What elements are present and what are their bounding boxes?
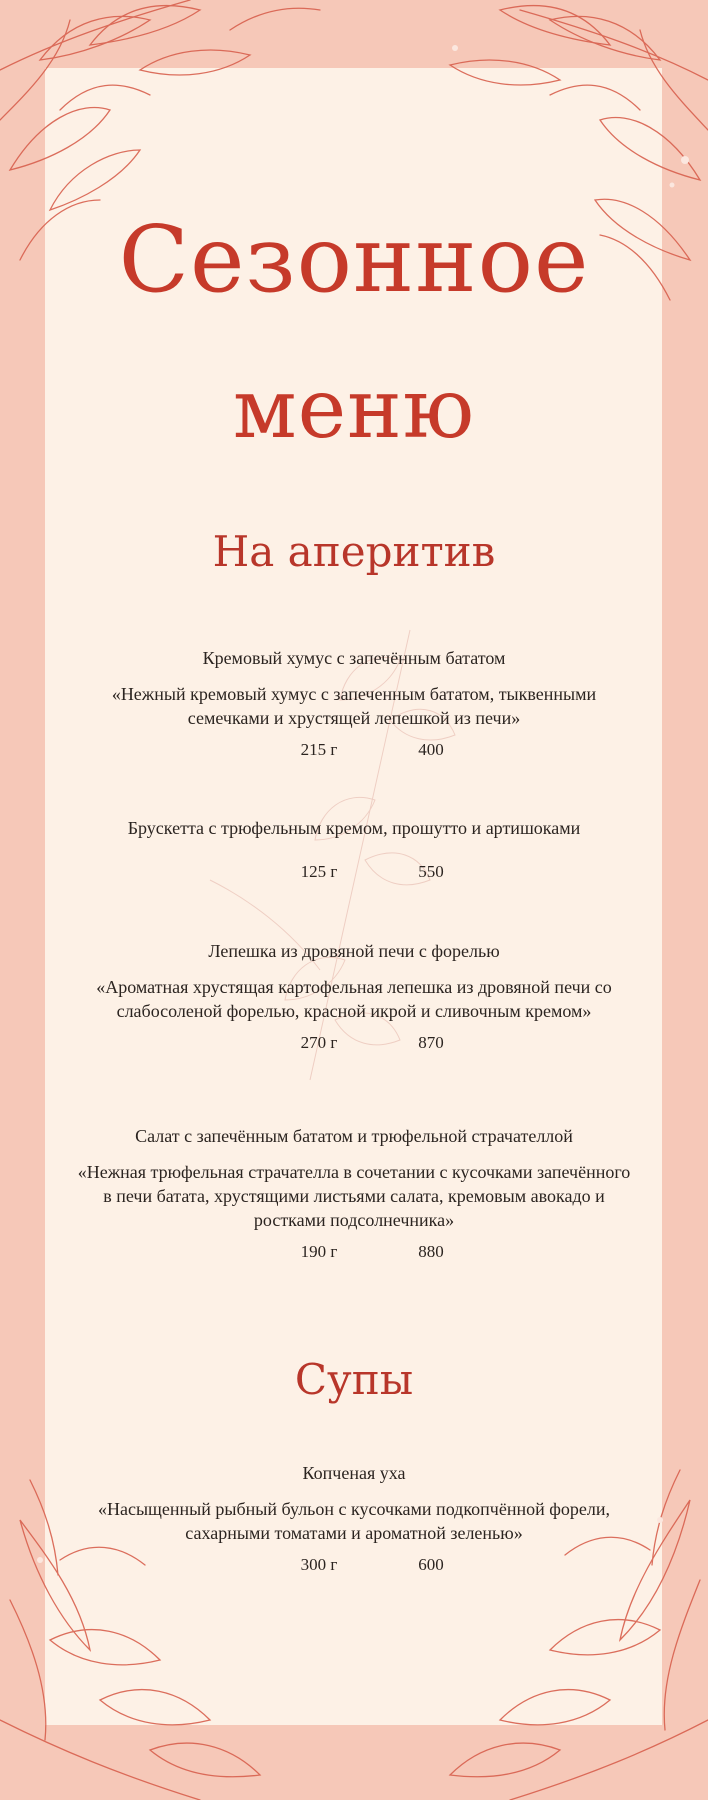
dish-name: Копченая уха <box>302 1463 406 1483</box>
menu-item <box>74 1461 634 1577</box>
section-title-soups: Супы <box>294 1355 414 1404</box>
dish-price: 550 <box>418 862 444 881</box>
dish-meta <box>74 1031 634 1055</box>
menu-item <box>74 646 634 762</box>
dish-description: «Нежный кремовый хумус с запеченным бататом, тыквенными семечками и хрустящей лепешкой из печи» <box>111 684 597 728</box>
dish-price: 870 <box>418 1033 444 1052</box>
dish-weight: 300 г <box>300 1555 338 1574</box>
dish-meta <box>74 1240 634 1264</box>
dish-description: «Нежная трюфельная страчателла в сочетании с кусочками запечённого в печи батата, хрустящими листьями салата, кремовым авокадо и ростками подсолнечника» <box>77 1162 631 1230</box>
dish-meta <box>74 1553 634 1577</box>
section-title-aperitif: На аперитив <box>212 527 496 576</box>
dish-description: «Насыщенный рыбный бульон с кусочками подкопчённой форели, сахарными томатами и ароматной зеленью» <box>97 1499 610 1543</box>
menu-item <box>74 939 634 1055</box>
dish-weight: 125 г <box>300 862 338 881</box>
menu-item <box>74 1124 634 1264</box>
dish-price: 880 <box>418 1242 444 1261</box>
dish-price: 600 <box>418 1555 444 1574</box>
dish-weight: 215 г <box>300 740 338 759</box>
dish-name: Кремовый хумус с запечённым бататом <box>202 648 506 668</box>
menu-item <box>74 816 634 884</box>
dish-price: 400 <box>418 740 444 759</box>
dish-meta <box>74 860 634 884</box>
dish-weight: 270 г <box>300 1033 338 1052</box>
page-title-line-2: меню <box>232 362 476 457</box>
dish-description: «Ароматная хрустящая картофельная лепешка из дровяной печи со слабосоленой форелью, красной икрой и сливочным кремом» <box>96 977 612 1021</box>
page-title-line-1: Сезонное <box>118 206 590 313</box>
dish-meta <box>74 738 634 762</box>
dish-weight: 190 г <box>300 1242 338 1261</box>
dish-name: Лепешка из дровяной печи с форелью <box>208 941 500 961</box>
dish-name: Брускетта с трюфельным кремом, прошутто и артишоками <box>127 818 581 838</box>
dish-name: Салат с запечённым бататом и трюфельной страчателлой <box>135 1126 573 1146</box>
